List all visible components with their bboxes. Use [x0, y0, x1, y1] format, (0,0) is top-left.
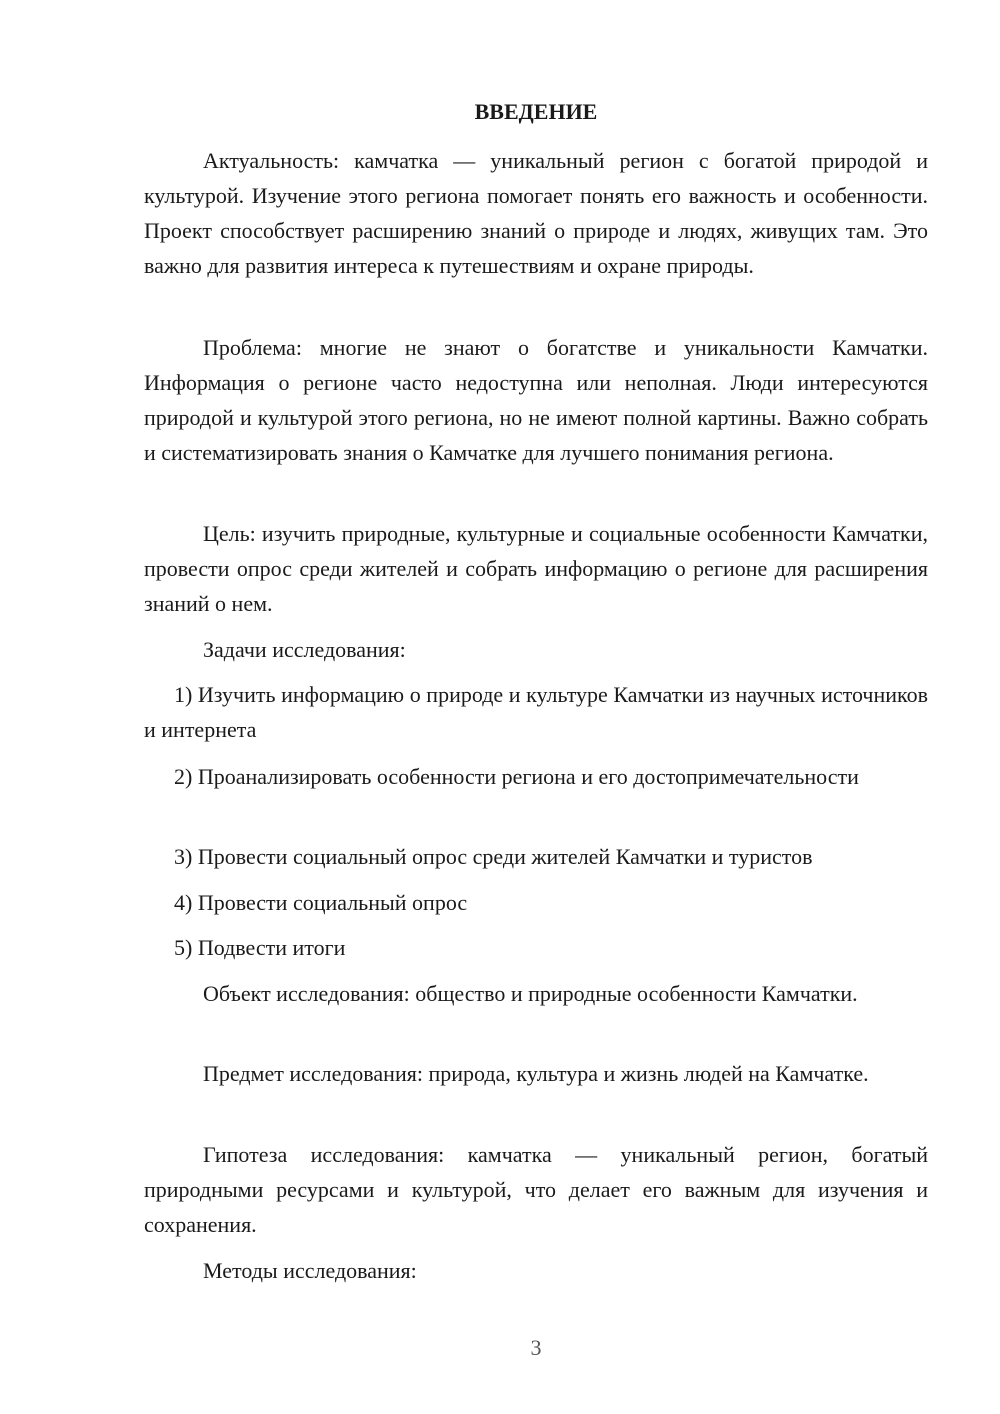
page-number: 3 [530, 1335, 542, 1360]
relevance-paragraph: Актуальность: камчатка — уникальный регион с богатой природой и культурой. Изучение этого региона помогает понять его важность и особенности. Проект способствует расширению знаний о природе и людях, живущих там. Это важно для развития интереса к путешествиям и охране природы. [144, 148, 928, 278]
subject-paragraph: Предмет исследования: природа, культура и жизнь людей на Камчатке. [203, 1061, 869, 1086]
task-item-5: 5) Подвести итоги [174, 935, 346, 960]
methods-title: Методы исследования: [203, 1258, 417, 1283]
page-title: ВВЕДЕНИЕ [474, 99, 598, 124]
goal-paragraph: Цель: изучить природные, культурные и социальные особенности Камчатки, провести опрос среди жителей и собрать информацию о регионе для расширения знаний о нем. [144, 521, 928, 616]
problem-paragraph: Проблема: многие не знают о богатстве и уникальности Камчатки. Информация о регионе часто недоступна или неполная. Люди интересуются природой и культурой этого региона, но не имеют полной картины. Важно собрать и систематизировать знания о Камчатке для лучшего понимания региона. [144, 335, 928, 465]
task-item-2: 2) Проанализировать особенности региона и его достопримечательности [174, 764, 859, 789]
object-paragraph: Объект исследования: общество и природные особенности Камчатки. [203, 981, 858, 1006]
tasks-title: Задачи исследования: [203, 637, 406, 662]
hypothesis-paragraph: Гипотеза исследования: камчатка — уникальный регион, богатый природными ресурсами и культурой, что делает его важным для изучения и сохранения. [144, 1142, 928, 1237]
task-item-3: 3) Провести социальный опрос среди жителей Камчатки и туристов [174, 844, 813, 869]
task-item-4: 4) Провести социальный опрос [174, 890, 468, 915]
task-item-1: 1) Изучить информацию о природе и культуре Камчатки из научных источников и интернета [144, 682, 928, 742]
